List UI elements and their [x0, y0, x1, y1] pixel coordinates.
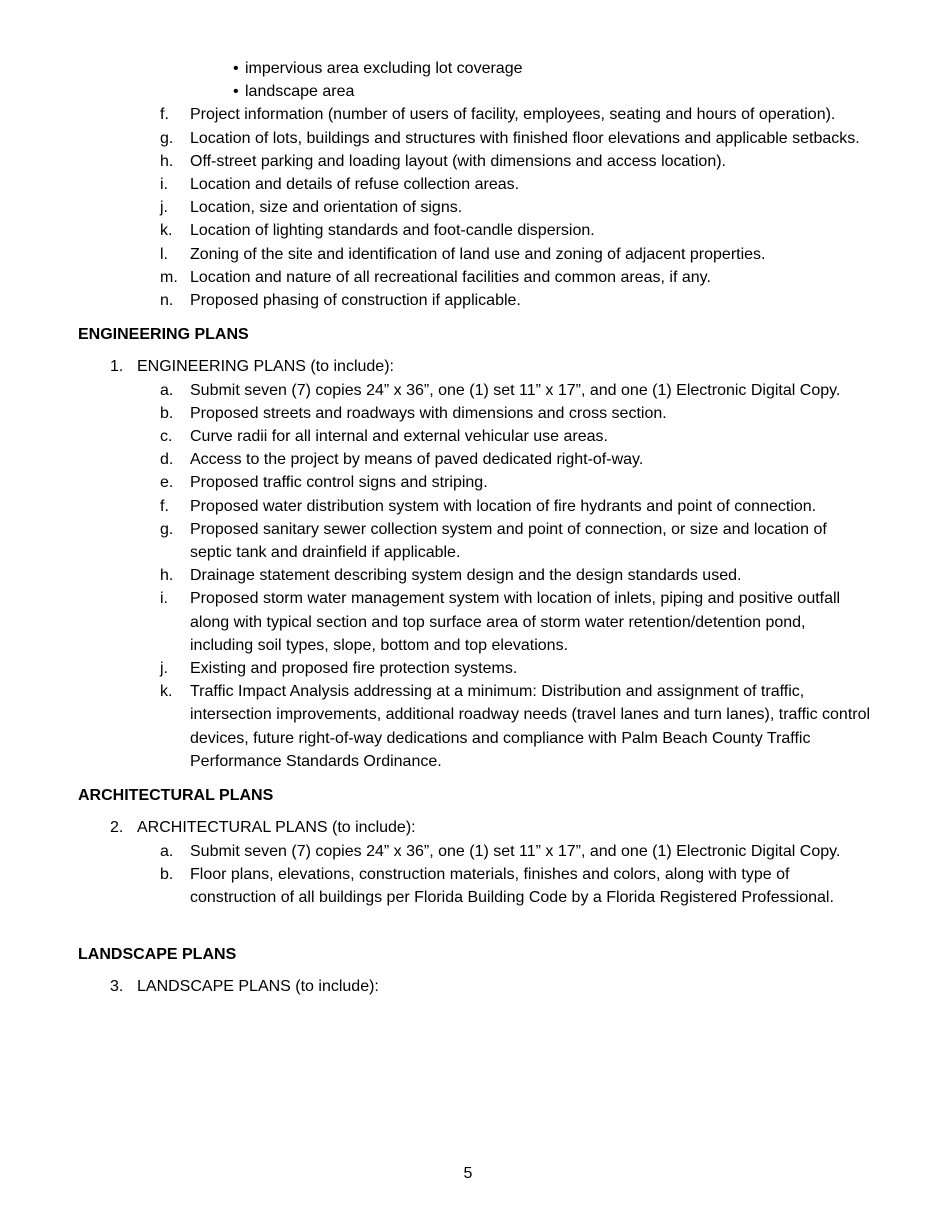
site-plan-requirements-list — [160, 103, 878, 312]
bullet-item — [233, 80, 878, 103]
section-heading-architectural-plans: ARCHITECTURAL PLANS — [78, 787, 274, 805]
list-item — [160, 173, 878, 196]
item-label: l. — [160, 245, 168, 263]
item-text: Proposed streets and roadways with dimensions and cross section. — [190, 404, 667, 422]
list-item — [160, 402, 878, 425]
list-item — [160, 266, 878, 289]
item-number: 1. — [110, 358, 124, 376]
list-item — [160, 863, 878, 909]
item-text: Traffic Impact Analysis addressing at a minimum: Distribution and assignment of traffic, intersection improvements, additional roadway needs (travel lanes and turn lanes), traffic control devices, future right-of-way dedications and compliance with Palm Beach County Traffic Performance Standards Ordinance. — [190, 683, 871, 770]
section-heading-engineering-plans: ENGINEERING PLANS — [78, 326, 249, 344]
item-label: a. — [160, 842, 174, 860]
item-label: h. — [160, 152, 174, 170]
item-text: Location of lots, buildings and structures with finished floor elevations and applicable setbacks. — [190, 129, 860, 147]
item-label: n. — [160, 292, 174, 310]
section-heading-landscape-plans: LANDSCAPE PLANS — [78, 946, 237, 964]
bullet-item-text: landscape area — [245, 83, 355, 101]
item-text: Proposed storm water management system with location of inlets, piping and positive outfall along with typical section and top surface area of storm water retention/detention pond, including soil types, slope, bottom and top elevations. — [190, 590, 841, 654]
item-text: Location and nature of all recreational facilities and common areas, if any. — [190, 268, 711, 286]
page-number: 5 — [463, 1165, 473, 1182]
item-text: Proposed water distribution system with location of fire hydrants and point of connection. — [190, 497, 817, 515]
list-item — [160, 680, 878, 773]
item-text: Access to the project by means of paved dedicated right-of-way. — [190, 451, 644, 469]
item-text: Proposed phasing of construction if applicable. — [190, 292, 521, 310]
numbered-item-architectural — [110, 816, 878, 839]
item-label: b. — [160, 404, 174, 422]
item-label: e. — [160, 474, 174, 492]
item-title: ENGINEERING PLANS (to include): — [137, 358, 394, 376]
bullet-icon: • — [233, 83, 239, 101]
architectural-plans-list — [160, 840, 878, 910]
list-item — [160, 127, 878, 150]
item-text: Zoning of the site and identification of land use and zoning of adjacent properties. — [190, 245, 766, 263]
item-number: 2. — [110, 819, 124, 837]
bullet-list — [233, 57, 878, 103]
item-label: k. — [160, 222, 173, 240]
list-item — [160, 103, 878, 126]
item-label: i. — [160, 590, 168, 608]
list-item — [160, 587, 878, 657]
item-label: f. — [160, 497, 169, 515]
list-item — [160, 379, 878, 402]
item-text: Location and details of refuse collection areas. — [190, 176, 520, 194]
item-number: 3. — [110, 978, 124, 996]
item-label: j. — [160, 199, 168, 217]
bullet-item — [233, 57, 878, 80]
list-item — [160, 471, 878, 494]
item-text: Curve radii for all internal and external vehicular use areas. — [190, 428, 608, 446]
item-text: Proposed sanitary sewer collection system and point of connection, or size and location of septic tank and drainfield if applicable. — [190, 520, 827, 562]
item-text: Off-street parking and loading layout (with dimensions and access location). — [190, 152, 726, 170]
item-label: m. — [160, 268, 178, 286]
item-label: k. — [160, 683, 173, 701]
item-text: Location of lighting standards and foot-candle dispersion. — [190, 222, 595, 240]
list-item — [160, 495, 878, 518]
item-text: Existing and proposed fire protection systems. — [190, 660, 518, 678]
list-item — [160, 150, 878, 173]
numbered-item-landscape — [110, 975, 878, 998]
list-item — [160, 448, 878, 471]
item-label: g. — [160, 520, 174, 538]
item-text: Proposed traffic control signs and striping. — [190, 474, 488, 492]
item-text: Submit seven (7) copies 24” x 36”, one (1) set 11” x 17”, and one (1) Electronic Digital Copy. — [190, 842, 841, 860]
list-item — [160, 196, 878, 219]
list-item — [160, 425, 878, 448]
item-label: h. — [160, 567, 174, 585]
list-item — [160, 657, 878, 680]
item-label: c. — [160, 428, 173, 446]
item-text: Project information (number of users of facility, employees, seating and hours of operation). — [190, 106, 836, 124]
numbered-item-engineering — [110, 355, 878, 378]
bullet-item-text: impervious area excluding lot coverage — [245, 60, 523, 77]
document-content — [78, 57, 878, 999]
list-item — [160, 243, 878, 266]
list-item — [160, 564, 878, 587]
item-label: j. — [160, 660, 168, 678]
list-item — [160, 518, 878, 564]
item-title: LANDSCAPE PLANS (to include): — [137, 978, 379, 996]
item-label: d. — [160, 451, 174, 469]
item-text: Drainage statement describing system design and the design standards used. — [190, 567, 742, 585]
item-label: f. — [160, 106, 169, 124]
item-text: Submit seven (7) copies 24” x 36”, one (1) set 11” x 17”, and one (1) Electronic Digital Copy. — [190, 381, 841, 399]
item-label: g. — [160, 129, 174, 147]
item-label: b. — [160, 865, 174, 883]
item-label: a. — [160, 381, 174, 399]
engineering-plans-list — [160, 379, 878, 773]
item-label: i. — [160, 176, 168, 194]
item-text: Floor plans, elevations, construction materials, finishes and colors, along with type of construction of all buildings per Florida Building Code by a Florida Registered Professional. — [190, 865, 834, 906]
item-title: ARCHITECTURAL PLANS (to include): — [137, 819, 416, 837]
list-item — [160, 219, 878, 242]
item-text: Location, size and orientation of signs. — [190, 199, 463, 217]
list-item — [160, 840, 878, 863]
bullet-icon: • — [233, 60, 239, 77]
list-item — [160, 289, 878, 312]
